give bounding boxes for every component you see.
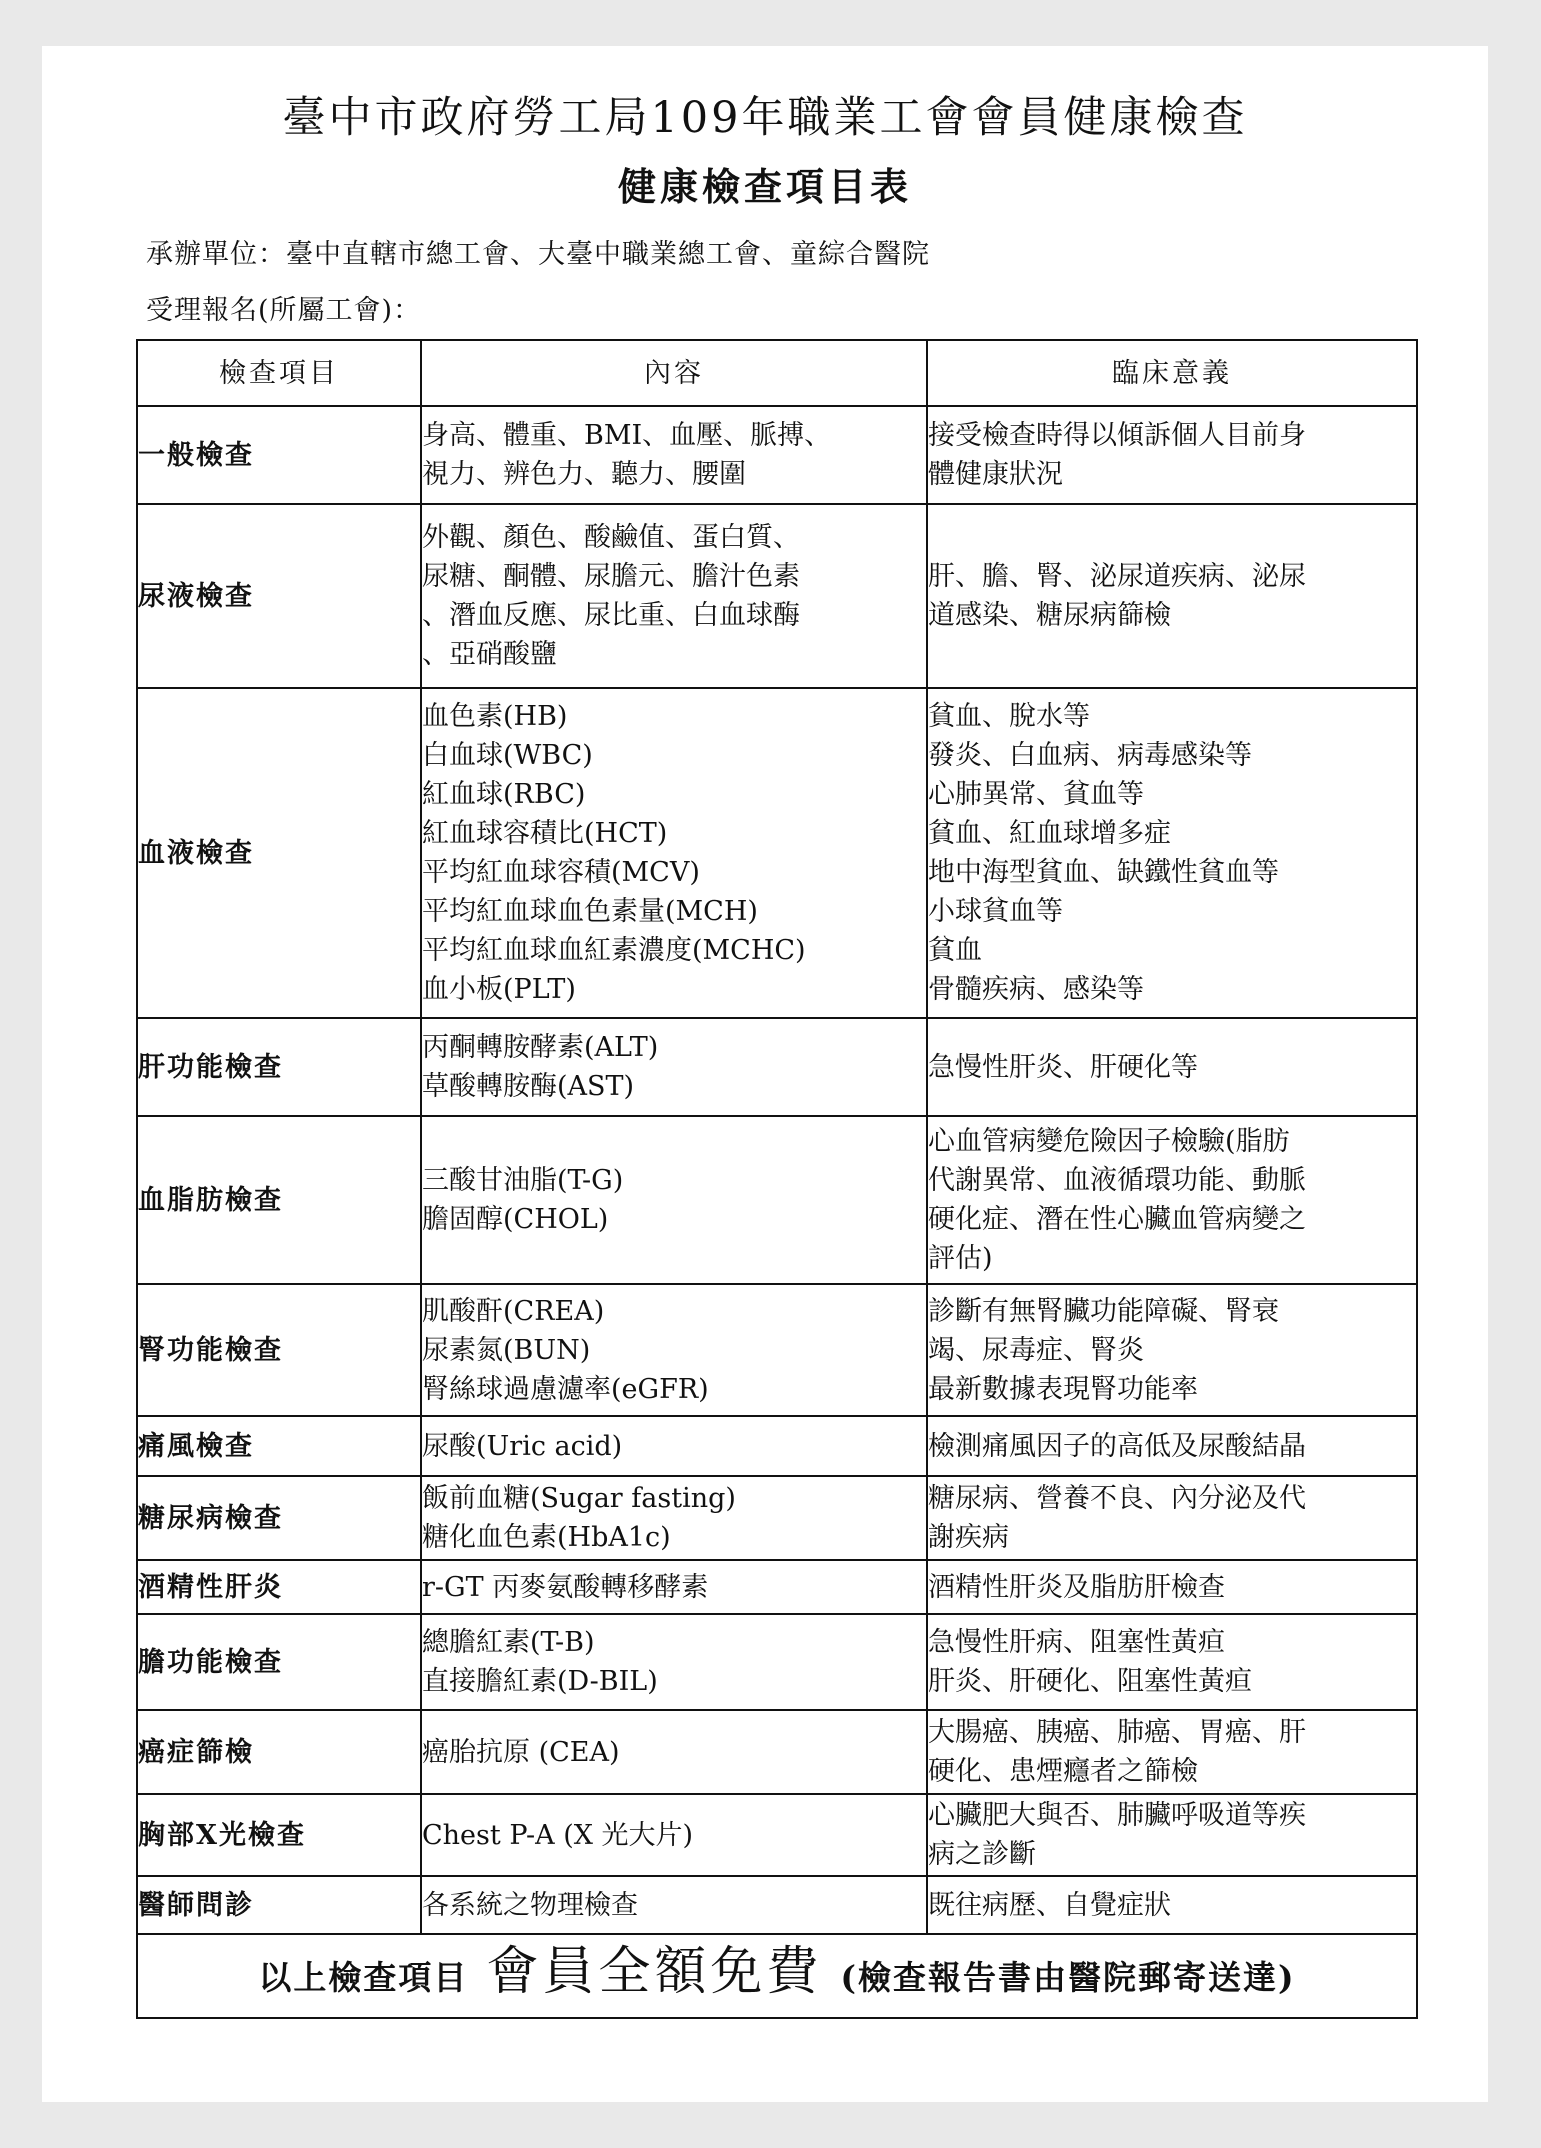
exam-item: 肝功能檢查 <box>137 1018 421 1116</box>
exam-content <box>421 1794 927 1876</box>
clinical-line: 發炎、白血病、病毒感染等 <box>928 740 1252 771</box>
page-subtitle: 健康檢查項目表 <box>617 164 912 209</box>
table-row <box>137 1614 1417 1710</box>
table-row <box>137 1710 1417 1794</box>
footer-note: (檢查報告書由醫院郵寄送達) <box>840 1957 1296 1997</box>
exam-content <box>421 504 927 688</box>
clinical-line: 地中海型貧血、缺鐵性貧血等 <box>928 857 1279 888</box>
clinical-line: 急慢性肝病、阻塞性黃疸 <box>928 1627 1225 1658</box>
clinical-line: 代謝異常、血液循環功能、動脈 <box>928 1165 1306 1196</box>
clinical-meaning <box>927 688 1417 1018</box>
content-line: 總膽紅素(T-B) <box>422 1627 595 1658</box>
content-line: 紅血球(RBC) <box>422 779 586 810</box>
clinical-line: 貧血、脫水等 <box>928 701 1090 732</box>
clinical-line: 體健康狀況 <box>928 459 1063 490</box>
clinical-line: 竭、尿毒症、腎炎 <box>928 1334 1144 1366</box>
exam-item: 血液檢查 <box>137 688 421 1018</box>
footer-cell <box>137 1934 1417 2018</box>
content-line: 身高、體重、BMI、血壓、脈搏、 <box>422 420 832 451</box>
clinical-line: 硬化症、潛在性心臟血管病變之 <box>928 1204 1306 1235</box>
content-line: 三酸甘油脂(T-G) <box>422 1165 624 1196</box>
page-title: 臺中市政府勞工局109年職業工會會員健康檢查 <box>282 93 1248 143</box>
exam-item: 醫師問診 <box>137 1876 421 1934</box>
clinical-line: 貧血 <box>928 935 982 966</box>
table-row <box>137 1018 1417 1116</box>
exam-item: 糖尿病檢查 <box>137 1476 421 1560</box>
exam-content <box>421 1476 927 1560</box>
table-row <box>137 1476 1417 1560</box>
header-clinical: 臨床意義 <box>927 340 1417 406</box>
clinical-meaning <box>927 1284 1417 1416</box>
table-row <box>137 1416 1417 1476</box>
content-line: 平均紅血球血色素量(MCH) <box>422 896 758 927</box>
table-row <box>137 1876 1417 1934</box>
content-line: 紅血球容積比(HCT) <box>422 818 668 849</box>
exam-item: 胸部X光檢查 <box>137 1794 421 1876</box>
clinical-line: 骨髓疾病、感染等 <box>928 974 1144 1005</box>
clinical-line: 檢測痛風因子的高低及尿酸結晶 <box>928 1430 1306 1462</box>
exam-content <box>421 1876 927 1934</box>
clinical-line: 最新數據表現腎功能率 <box>928 1373 1198 1405</box>
content-line: 視力、辨色力、聽力、腰圍 <box>422 459 746 490</box>
health-check-table <box>136 339 1418 2019</box>
clinical-line: 酒精性肝炎及脂肪肝檢查 <box>928 1571 1225 1603</box>
footer-prefix: 以上檢查項目 <box>258 1957 469 1997</box>
clinical-line: 糖尿病、營養不良、內分泌及代 <box>928 1483 1306 1514</box>
content-line: Chest P-A (X 光大片) <box>422 1819 694 1851</box>
clinical-line: 道感染、糖尿病篩檢 <box>928 600 1171 631</box>
table-header-row <box>137 340 1417 406</box>
content-line: 草酸轉胺酶(AST) <box>422 1071 635 1102</box>
clinical-meaning <box>927 1560 1417 1614</box>
content-line: 直接膽紅素(D-BIL) <box>422 1666 658 1697</box>
clinical-line: 貧血、紅血球增多症 <box>928 818 1171 849</box>
exam-item: 癌症篩檢 <box>137 1710 421 1794</box>
content-line: 飯前血糖(Sugar fasting) <box>422 1483 736 1514</box>
exam-item: 腎功能檢查 <box>137 1284 421 1416</box>
clinical-line: 接受檢查時得以傾訴個人目前身 <box>928 420 1306 451</box>
clinical-line: 小球貧血等 <box>928 896 1063 927</box>
table-row <box>137 1284 1417 1416</box>
document-page <box>42 46 1488 2102</box>
clinical-line: 既往病歷、自覺症狀 <box>928 1889 1171 1921</box>
exam-item: 膽功能檢查 <box>137 1614 421 1710</box>
footer-emphasis: 會員全額免費 <box>486 1941 823 2002</box>
clinical-line: 急慢性肝炎、肝硬化等 <box>928 1051 1198 1083</box>
exam-content <box>421 406 927 504</box>
exam-item: 尿液檢查 <box>137 504 421 688</box>
clinical-meaning <box>927 1794 1417 1876</box>
registration-line: 受理報名(所屬工會)： <box>146 295 422 326</box>
table-row <box>137 406 1417 504</box>
exam-content <box>421 1614 927 1710</box>
table-row <box>137 504 1417 688</box>
exam-content <box>421 1284 927 1416</box>
clinical-meaning <box>927 1018 1417 1116</box>
exam-content <box>421 688 927 1018</box>
content-line: 腎絲球過慮濾率(eGFR) <box>422 1373 709 1405</box>
clinical-line: 診斷有無腎臟功能障礙、腎衰 <box>928 1295 1279 1327</box>
content-line: 尿素氮(BUN) <box>422 1334 591 1366</box>
header-item: 檢查項目 <box>137 340 421 406</box>
content-line: r-GT 丙麥氨酸轉移酵素 <box>422 1571 709 1603</box>
table-row <box>137 688 1417 1018</box>
clinical-line: 謝疾病 <box>928 1522 1009 1553</box>
clinical-meaning <box>927 1710 1417 1794</box>
clinical-line: 評估) <box>928 1243 993 1274</box>
content-line: 糖化血色素(HbA1c) <box>422 1522 671 1553</box>
exam-content <box>421 1710 927 1794</box>
clinical-line: 肝炎、肝硬化、阻塞性黃疸 <box>928 1666 1252 1697</box>
content-line: 外觀、顏色、酸鹼值、蛋白質、 <box>422 522 800 553</box>
table-row <box>137 1560 1417 1614</box>
exam-item: 血脂肪檢查 <box>137 1116 421 1284</box>
content-line: 血色素(HB) <box>422 701 568 732</box>
clinical-line: 心血管病變危險因子檢驗(脂肪 <box>928 1126 1290 1157</box>
clinical-line: 肝、膽、腎、泌尿道疾病、泌尿 <box>928 561 1306 592</box>
table-footer-row <box>137 1934 1417 2018</box>
exam-content <box>421 1560 927 1614</box>
content-line: 尿酸(Uric acid) <box>422 1430 623 1462</box>
table-row <box>137 1794 1417 1876</box>
table-row <box>137 1116 1417 1284</box>
clinical-meaning <box>927 1614 1417 1710</box>
content-line: 各系統之物理檢查 <box>422 1889 638 1921</box>
exam-content <box>421 1116 927 1284</box>
content-line: 白血球(WBC) <box>422 740 593 771</box>
content-line: 平均紅血球血紅素濃度(MCHC) <box>422 935 806 966</box>
content-line: 尿糖、酮體、尿膽元、膽汁色素 <box>422 561 800 592</box>
clinical-meaning <box>927 406 1417 504</box>
clinical-line: 心肺異常、貧血等 <box>928 779 1144 810</box>
exam-content <box>421 1416 927 1476</box>
header-content: 內容 <box>421 340 927 406</box>
clinical-meaning <box>927 1116 1417 1284</box>
exam-content <box>421 1018 927 1116</box>
organizer-line: 承辦單位：臺中直轄市總工會、大臺中職業總工會、童綜合醫院 <box>146 239 930 270</box>
clinical-line: 心臟肥大與否、肺臟呼吸道等疾 <box>928 1800 1306 1831</box>
content-line: 膽固醇(CHOL) <box>422 1204 609 1235</box>
content-line: 丙酮轉胺酵素(ALT) <box>422 1032 659 1063</box>
clinical-meaning <box>927 504 1417 688</box>
clinical-meaning <box>927 1476 1417 1560</box>
exam-item: 痛風檢查 <box>137 1416 421 1476</box>
content-line: 癌胎抗原 (CEA) <box>422 1736 620 1768</box>
exam-item: 酒精性肝炎 <box>137 1560 421 1614</box>
clinical-meaning <box>927 1416 1417 1476</box>
content-line: 平均紅血球容積(MCV) <box>422 857 700 888</box>
clinical-line: 大腸癌、胰癌、肺癌、胃癌、肝 <box>928 1717 1306 1748</box>
content-line: 血小板(PLT) <box>422 974 576 1005</box>
clinical-meaning <box>927 1876 1417 1934</box>
content-line: 、亞硝酸鹽 <box>422 639 557 670</box>
clinical-line: 硬化、患煙癮者之篩檢 <box>928 1756 1198 1787</box>
clinical-line: 病之診斷 <box>928 1839 1036 1870</box>
content-line: 、潛血反應、尿比重、白血球酶 <box>422 600 800 631</box>
content-line: 肌酸酐(CREA) <box>422 1295 605 1327</box>
exam-item: 一般檢查 <box>137 406 421 504</box>
